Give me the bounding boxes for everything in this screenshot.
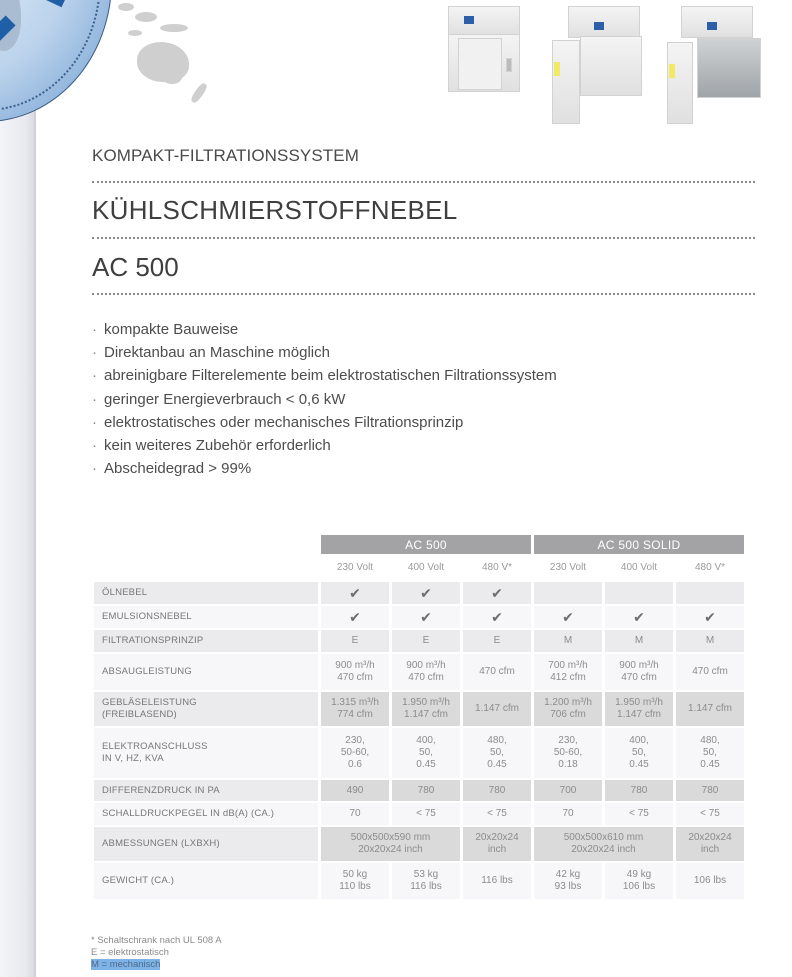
feature-item: · Abscheidegrad > 99% [92,460,252,478]
voltage-header: 480 V* [694,562,726,573]
table-row: ELEKTROANSCHLUSS IN V, HZ, KVA 230, 50-60, 0.6 400, 50, 0.45 480, 50, 0.45 230, 50-60, 0.18 400, 50, 0.45 480, 50, 0.45 [94,728,744,778]
footnote-e: E = elektrostatisch [91,947,169,958]
footnote-ul: * Schaltschrank nach UL 508 A [91,935,222,946]
check-icon: ✔ [463,582,531,604]
product-image-ac500-solid-open [667,4,777,122]
feature-item: · abreinigbare Filterelemente beim elektrostatischen Filtrationssystem [92,367,557,385]
voltage-header: 400 Volt [620,562,658,573]
check-icon: ✔ [463,606,531,628]
table-row: GEWICHT (CA.) 50 kg 110 lbs 53 kg 116 lbs 116 lbs 42 kg 93 lbs 49 kg 106 lbs 106 lbs [94,863,744,899]
voltage-header: 480 V* [481,562,513,573]
sidebar-strip [0,0,36,977]
dotted-divider [92,237,755,239]
table-row: SCHALLDRUCKPEGEL IN dB(A) (CA.) 70 < 75 < 75 70 < 75 < 75 [94,803,744,825]
check-icon: ✔ [392,582,460,604]
voltage-header: 400 Volt [407,562,445,573]
section-subtitle: KOMPAKT-FILTRATIONSSYSTEM [92,146,359,165]
product-image-ac500-open [550,4,650,122]
table-row: ÖLNEBEL ✔ ✔ ✔ [94,582,744,604]
table-row: EMULSIONSNEBEL ✔ ✔ ✔ ✔ ✔ ✔ [94,606,744,628]
check-icon: ✔ [321,582,389,604]
feature-item: · Direktanbau an Maschine möglich [92,344,330,362]
feature-item: · kompakte Bauweise [92,321,239,338]
check-icon: ✔ [605,606,673,628]
group-header-ac500-solid: AC 500 SOLID [534,535,744,554]
dotted-divider [92,293,755,295]
check-icon: ✔ [321,606,389,628]
page-title: KÜHLSCHMIERSTOFFNEBEL [92,195,458,225]
table-row: FILTRATIONSPRINZIP E E E M M M [94,630,744,652]
table-row: ABSAUGLEISTUNG 900 m³/h 470 cfm 900 m³/h 470 cfm 470 cfm 700 m³/h 412 cfm 900 m³/h 470 cfm 470 cfm [94,654,744,690]
feature-item: · elektrostatisches oder mechanisches Filtrationsprinzip [92,413,464,431]
feature-list [92,318,557,480]
footnote-m-selected[interactable]: M = mechanisch [91,959,161,970]
group-header-ac500: AC 500 [321,535,531,554]
voltage-header: 230 Volt [549,562,587,573]
feature-item: · kein weiteres Zubehör erforderlich [92,437,331,455]
table-row: ABMESSUNGEN (LXBXH) 500x500x590 mm 20x20x24 inch 20x20x24 inch 500x500x610 mm 20x20x24 inch 20x20x24 inch [94,827,744,861]
feature-item: · geringer Energieverbrauch < 0,6 kW [92,390,346,408]
footnotes [91,935,222,971]
check-icon: ✔ [676,606,744,628]
globe-graphic [0,0,112,122]
model-name: AC 500 [92,252,179,282]
check-icon: ✔ [534,606,602,628]
check-icon: ✔ [392,606,460,628]
table-row: DIFFERENZDRUCK IN PA 490 780 780 700 780 780 [94,780,744,801]
product-image-ac500-closed [440,4,535,122]
table-row: GEBLÄSELEISTUNG (FREIBLASEND) 1.315 m³/h 774 cfm 1.950 m³/h 1.147 cfm 1.147 cfm 1.200 m³/h 706 cfm 1.950 m³/h 1.147 cfm 1.147 cfm [94,692,744,726]
dotted-divider [92,181,755,183]
voltage-header: 230 Volt [336,562,374,573]
spec-table [91,533,747,901]
